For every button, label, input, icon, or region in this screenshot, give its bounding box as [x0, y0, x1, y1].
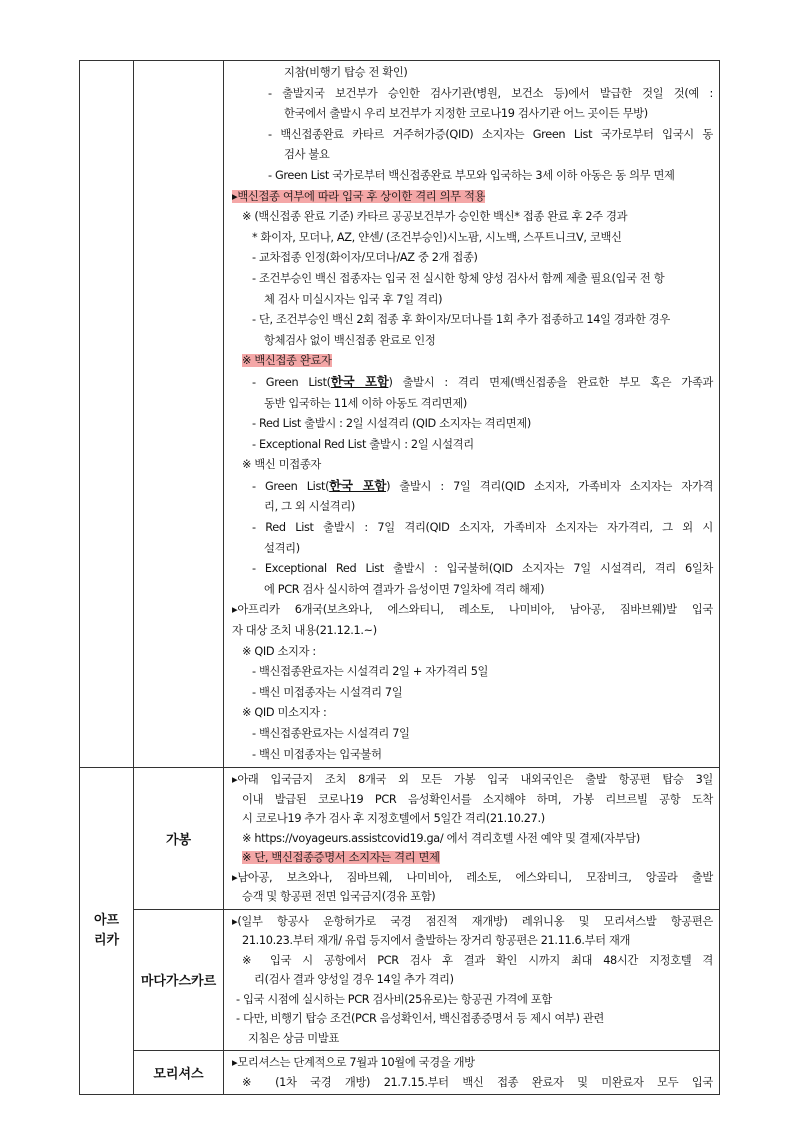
madagascar-content-cell — [224, 909, 720, 1051]
gabon-highlight: ※ 단, 백신접종증명서 소지자는 격리 면제 — [242, 851, 440, 865]
text-line: 동반 입국하는 11세 이하 아동도 격리면제) — [264, 396, 467, 410]
table-row-qatar — [80, 61, 720, 768]
mauritius-rules-list — [232, 1053, 713, 1092]
vaccinated-heading: ※ 백신접종 완료자 — [242, 354, 332, 368]
text-line: - 다만, 비행기 탑승 조건(PCR 음성확인서, 백신접종증명서 등 제시 여부) 관련 — [236, 1012, 604, 1026]
vaccine-criteria-list — [232, 207, 713, 351]
gabon-rules-list — [232, 770, 713, 848]
country-label-madagascar: 마다가스카르 — [140, 974, 217, 990]
africa-six-countries-list — [232, 600, 713, 765]
vaccine-heading: ▸백신접종 여부에 따라 입국 후 상이한 격리 의무 적용 — [232, 189, 486, 203]
madagascar-content — [224, 910, 719, 1051]
text-line: - 백신접종완료자는 시설격리 7일 — [252, 727, 410, 740]
text-line: - 백신접종완료자는 시설격리 2일 + 자가격리 5일 — [252, 665, 489, 679]
text-line: 지참(비행기 탑승 전 확인) — [284, 66, 408, 79]
text-line: - Green List(한국 포함) 출발시 : 격리 면제(백신접종을 완료한 부모 혹은 가족과 — [252, 373, 713, 389]
text-line: ※ (1차 국경 개방) 21.7.15.부터 백신 접종 완료자 및 미완료자 모두 입국 — [242, 1075, 713, 1089]
text-line: 시 코로나19 추가 검사 후 지정호텔에서 5일간 격리(21.10.27.) — [242, 812, 545, 826]
text-line: - Red List 출발시 : 7일 격리(QID 소지자, 가족비자 소지자는 자가격리, 그 외 시 — [252, 521, 713, 535]
text-line: 에 PCR 검사 실시하여 결과가 음성이면 7일차에 격리 해제) — [264, 582, 545, 596]
gabon-ban-list — [232, 868, 713, 907]
country-label-mauritius: 모리셔스 — [153, 1067, 204, 1083]
entry-rules-table — [79, 60, 720, 1095]
text-line: - 조건부승인 백신 접종자는 입국 전 실시한 항체 양성 검사서 함께 제출 필요(입국 전 항 — [252, 271, 665, 285]
text-line: - 백신 미접종자는 입국불허 — [252, 747, 382, 761]
text-line: 리(검사 결과 양성일 경우 14일 추가 격리) — [254, 973, 454, 987]
mauritius-content-cell — [224, 1051, 720, 1095]
text-line: - Exceptional Red List 출발시 : 2일 시설격리 — [252, 437, 474, 451]
text-line: - 교차접종 인정(화이자/모더나/AZ 중 2개 접종) — [252, 251, 478, 265]
vaccinated-rules-list — [232, 372, 713, 455]
text-line: - Exceptional Red List 출발시 : 입국불허(QID 소지자는 7일 시설격리, 격리 6일차 — [252, 562, 713, 576]
text-line: - 단, 조건부승인 백신 2회 접종 후 화이자/모더나를 1회 추가 접종하고 14일 경과한 경우 — [252, 313, 670, 327]
text-line: ▸남아공, 보츠와나, 짐바브웨, 나미비아, 레소토, 에스와티니, 모잠비크, 앙골라 출발 — [232, 870, 713, 884]
gabon-content-cell — [224, 768, 720, 910]
text-line: - Green List 국가로부터 백신접종완료 부모와 입국하는 3세 이하 아동은 동 의무 면제 — [268, 168, 675, 182]
text-line: ▸모리셔스는 단계적으로 7월과 10월에 국경을 개방 — [232, 1056, 475, 1070]
text-line: 21.10.23.부터 재개/ 유럽 등지에서 출발하는 장거리 항공편은 21.11.6.부터 재개 — [242, 934, 631, 948]
text-line: 자 대상 조치 내용(21.12.1.~) — [232, 624, 377, 638]
text-line: ※ https://voyageurs.assistcovid19.ga/ 에서 격리호텔 사전 예약 및 결제(자부담) — [242, 831, 640, 845]
country-cell-mauritius — [134, 1051, 224, 1095]
table-row-gabon — [80, 768, 720, 910]
mauritius-content — [224, 1051, 719, 1094]
table-row-madagascar — [80, 909, 720, 1051]
entry-requirements-list — [232, 63, 713, 187]
unvaccinated-rules-list — [232, 476, 713, 601]
region-cell-empty — [80, 61, 134, 768]
text-line: ※ 입국 시 공항에서 PCR 검사 후 결과 확인 시까지 최대 48시간 지정호텔 격 — [242, 953, 713, 967]
region-label: 아프 리카 — [93, 913, 120, 949]
text-line: 리, 그 외 시설격리) — [264, 500, 355, 514]
text-line: 항체검사 없이 백신접종 완료로 인정 — [264, 333, 436, 347]
unvaccinated-heading: ※ 백신 미접종자 — [242, 458, 321, 472]
gabon-content — [224, 768, 719, 909]
text-line: - 백신 미접종자는 시설격리 7일 — [252, 685, 403, 699]
country-label-gabon: 가봉 — [165, 832, 192, 848]
madagascar-rules-list — [232, 912, 713, 1049]
text-line: - 출발지국 보건부가 승인한 검사기관(병원, 보건소 등)에서 발급한 것일 것(예 : — [268, 86, 713, 100]
country-cell-empty — [134, 61, 224, 768]
text-line: 체 검사 미실시자는 입국 후 7일 격리) — [264, 292, 443, 306]
text-line: ※ QID 소지자 : — [242, 644, 316, 658]
text-line: ▸(일부 항공사 운항허가로 국경 점진적 재개방) 레위니옹 및 모리셔스발 항공편은 — [232, 914, 713, 928]
text-line: - 입국 시점에 실시하는 PCR 검사비(25유로)는 항공권 가격에 포함 — [236, 992, 552, 1006]
qatar-content — [224, 61, 719, 767]
text-line: - Red List 출발시 : 2일 시설격리 (QID 소지자는 격리면제) — [252, 417, 531, 431]
text-line: 승객 및 항공편 전면 입국금지(경유 포함) — [242, 890, 436, 904]
korea-included-emphasis: 한국 포함 — [329, 477, 387, 493]
table-row-mauritius — [80, 1051, 720, 1095]
text-line: ※ QID 미소지자 : — [242, 706, 327, 720]
region-cell-africa — [80, 768, 134, 1095]
text-line: ▸아프리카 6개국(보츠와나, 에스와티니, 레소토, 나미비아, 남아공, 짐바브웨)발 입국 — [232, 603, 713, 617]
text-line: - 백신접종완료 카타르 거주허가증(QID) 소지자는 Green List 국가로부터 입국시 동 — [268, 127, 713, 141]
text-line: * 화이자, 모더나, AZ, 얀센/ (조건부승인)시노팜, 시노백, 스푸트니크V, 코백신 — [252, 230, 622, 244]
text-line: - Green List(한국 포함) 출발시 : 7일 격리(QID 소지자, 가족비자 소지자는 자가격 — [252, 477, 714, 493]
country-cell-madagascar — [134, 909, 224, 1051]
text-line: ▸아래 입국금지 조치 8개국 외 모든 가봉 입국 내외국인은 출발 항공편 탑승 3일 — [232, 773, 713, 787]
text-line: 설격리) — [264, 541, 300, 555]
text-line: 이내 발급된 코로나19 PCR 음성확인서를 소지해야 하며, 가봉 리브르빌 공항 도착 — [242, 792, 713, 806]
text-line: 한국에서 출발시 우리 보건부가 지정한 코로나19 검사기관 어느 곳이든 무방) — [284, 107, 648, 121]
text-line: 지침은 상금 미발표 — [248, 1031, 339, 1045]
qatar-content-cell — [224, 61, 720, 768]
text-line: 검사 불요 — [284, 148, 330, 162]
country-cell-gabon — [134, 768, 224, 910]
korea-included-emphasis: 한국 포함 — [330, 373, 389, 389]
text-line: ※ (백신접종 완료 기준) 카타르 공공보건부가 승인한 백신* 접종 완료 후 2주 경과 — [242, 210, 628, 224]
